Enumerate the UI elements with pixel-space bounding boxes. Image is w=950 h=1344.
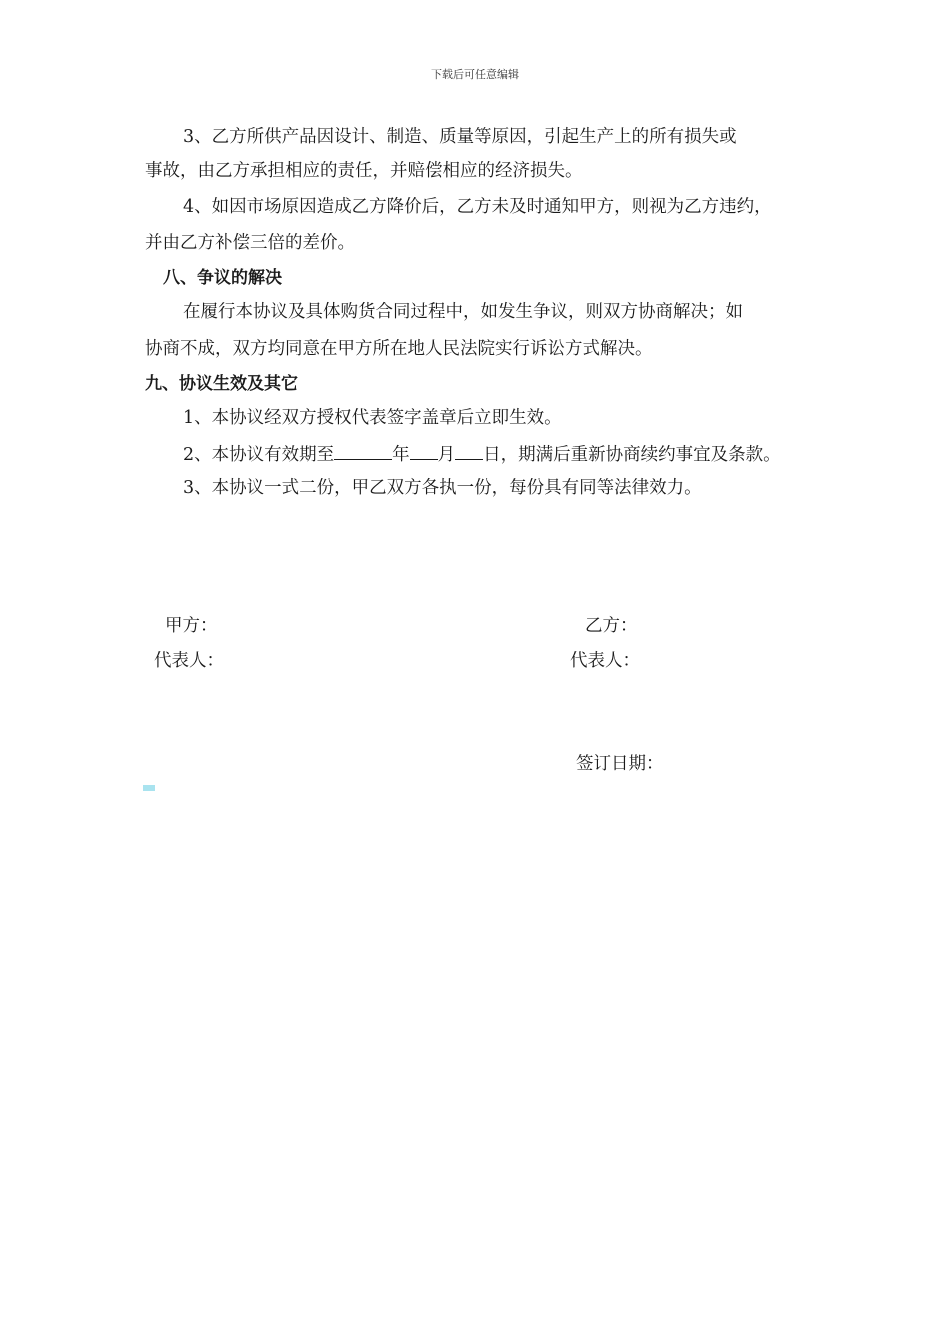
party-a-label: 甲方： [165,616,218,636]
page-header: 下载后可任意编辑 [431,68,519,81]
representative-a-label: 代表人： [154,651,224,671]
clause-3-line-2: 事故，由乙方承担相应的责任，并赔偿相应的经济损失。 [145,161,583,181]
clause-4-line-1: 4、如因市场原因造成乙方降价后，乙方未及时通知甲方，则视为乙方违约， [183,197,772,217]
signing-date-label: 签订日期： [576,754,664,774]
party-b-label: 乙方： [585,616,638,636]
section-9-item-3: 3、本协议一式二份，甲乙双方各执一份，每份具有同等法律效力。 [183,478,702,498]
clause-4-line-2: 并由乙方补偿三倍的差价。 [145,233,355,253]
decorative-marker [143,785,155,791]
section-9-item-2 [183,443,781,465]
clause-3-line-1: 3、乙方所供产品因设计、制造、质量等原因，引起生产上的所有损失或 [183,127,737,147]
section-9-item-1: 1、本协议经双方授权代表签字盖章后立即生效。 [183,408,562,428]
section-8-line-1: 在履行本协议及具体购货合同过程中，如发生争议，则双方协商解决；如 [183,302,743,322]
section-8-title: 八、争议的解决 [163,268,282,288]
year-blank [334,443,392,460]
day-blank [455,443,483,460]
representative-b-label: 代表人： [570,651,640,671]
year-label: 年 [392,445,410,465]
month-blank [410,443,438,460]
section-9-title: 九、协议生效及其它 [145,374,298,394]
item-2-prefix: 2、本协议有效期至 [183,445,335,465]
item-2-suffix: 日，期满后重新协商续约事宜及条款。 [483,445,781,465]
section-8-line-2: 协商不成，双方均同意在甲方所在地人民法院实行诉讼方式解决。 [145,339,653,359]
month-label: 月 [437,445,456,465]
